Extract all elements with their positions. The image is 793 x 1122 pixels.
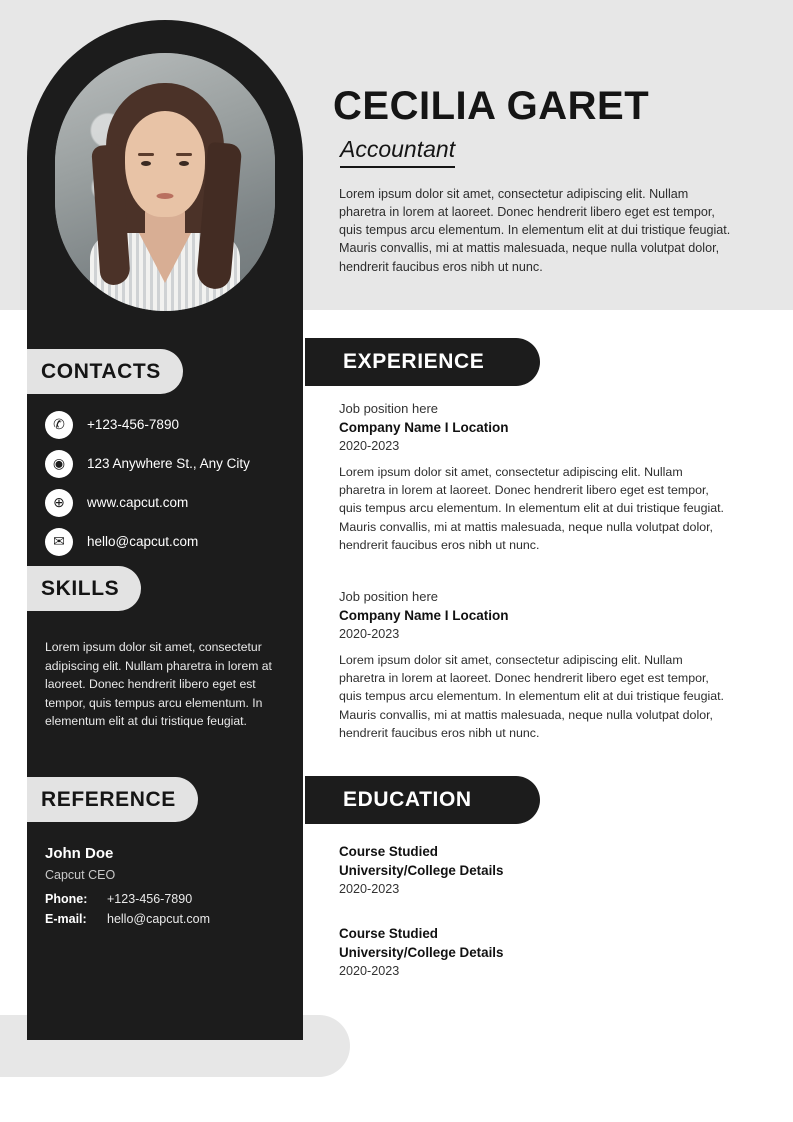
profile-photo: [55, 53, 275, 311]
contact-website-text: www.capcut.com: [87, 495, 189, 510]
skills-description: Lorem ipsum dolor sit amet, consectetur adipiscing elit. Nullam pharetra in lorem at laoreet. Donec hendrerit libero eget est tempor, quis tempus arcu elementum. In elementum elit at dui tristique feugiat.: [45, 640, 272, 729]
experience-dates: 2020-2023: [339, 439, 400, 453]
section-header-reference: [27, 777, 198, 822]
reference-phone-value: +123-456-7890: [107, 892, 193, 906]
job-role-subtitle: Accountant: [340, 136, 455, 168]
contact-address-text: 123 Anywhere St., Any City: [87, 456, 250, 471]
experience-description: Lorem ipsum dolor sit amet, consectetur adipiscing elit. Nullam pharetra in lorem at laoreet. Donec hendrerit libero eget est tempor, quis tempus arcu elementum. In elementum elit at dui tristique feugiat. Mauris convallis, mi at mattis malesuada, neque nulla volutpat dolor, hendrerit faucibus eros nibh ut nunc.: [339, 465, 724, 552]
envelope-icon: ✉: [45, 528, 73, 556]
experience-entry: [339, 401, 731, 554]
section-header-skills: [27, 566, 141, 611]
lips: [157, 193, 174, 199]
reference-phone-row: [45, 892, 285, 906]
eyebrow-right: [176, 153, 192, 156]
globe-icon: ⊕: [45, 489, 73, 517]
face-shape: [125, 111, 205, 217]
section-header-experience: [305, 338, 540, 386]
section-header-education: [305, 776, 540, 824]
contact-item-website[interactable]: [45, 486, 295, 519]
education-school: University/College Details: [339, 945, 504, 960]
phone-icon: ✆: [45, 411, 73, 439]
reference-email-row: [45, 912, 285, 926]
education-entry: [339, 926, 731, 978]
page-title: CECILIA GARET: [333, 84, 650, 128]
reference-title: Capcut CEO: [45, 868, 116, 882]
reference-block: [45, 845, 285, 932]
profile-summary: Lorem ipsum dolor sit amet, consectetur adipiscing elit. Nullam pharetra in lorem at laoreet. Donec hendrerit libero eget est tempor, quis tempus arcu elementum. In elementum elit at dui tristique feugiat. Mauris convallis, mi at mattis malesuada, neque nulla volutpat dolor, hendrerit faucibus eros nibh ut nunc.: [339, 187, 731, 274]
experience-position: Job position here: [339, 589, 439, 604]
eye-right: [179, 161, 189, 166]
reference-email-value: hello@capcut.com: [107, 912, 211, 926]
section-title-reference: REFERENCE: [41, 787, 176, 811]
education-school: University/College Details: [339, 863, 504, 878]
contact-item-address[interactable]: [45, 447, 295, 480]
reference-phone-label: Phone:: [45, 892, 88, 906]
location-pin-icon: ◉: [45, 450, 73, 478]
education-dates: 2020-2023: [339, 882, 400, 896]
contact-item-email[interactable]: [45, 525, 295, 558]
section-header-contacts: [27, 349, 183, 394]
contact-phone-text: +123-456-7890: [87, 417, 179, 432]
education-course: Course Studied: [339, 926, 438, 941]
education-course: Course Studied: [339, 844, 438, 859]
photo-subject: [90, 83, 240, 311]
shirt-collar-shape: [139, 233, 191, 283]
education-entry: [339, 844, 731, 896]
experience-company: Company Name I Location: [339, 420, 509, 435]
contact-email-text: hello@capcut.com: [87, 534, 199, 549]
experience-dates: 2020-2023: [339, 627, 400, 641]
section-title-experience: EXPERIENCE: [343, 350, 485, 373]
education-dates: 2020-2023: [339, 964, 400, 978]
experience-entry: [339, 589, 731, 742]
section-title-education: EDUCATION: [343, 788, 472, 811]
experience-company: Company Name I Location: [339, 608, 509, 623]
experience-position: Job position here: [339, 401, 439, 416]
reference-email-label: E-mail:: [45, 912, 87, 926]
section-title-contacts: CONTACTS: [41, 359, 161, 383]
reference-name: John Doe: [45, 845, 114, 862]
experience-description: Lorem ipsum dolor sit amet, consectetur adipiscing elit. Nullam pharetra in lorem at laoreet. Donec hendrerit libero eget est tempor, quis tempus arcu elementum. In elementum elit at dui tristique feugiat. Mauris convallis, mi at mattis malesuada, neque nulla volutpat dolor, hendrerit faucibus eros nibh ut nunc.: [339, 653, 724, 740]
contacts-list: [45, 408, 295, 564]
section-title-skills: SKILLS: [41, 576, 120, 600]
eyebrow-left: [138, 153, 154, 156]
contact-item-phone[interactable]: [45, 408, 295, 441]
eye-left: [141, 161, 151, 166]
